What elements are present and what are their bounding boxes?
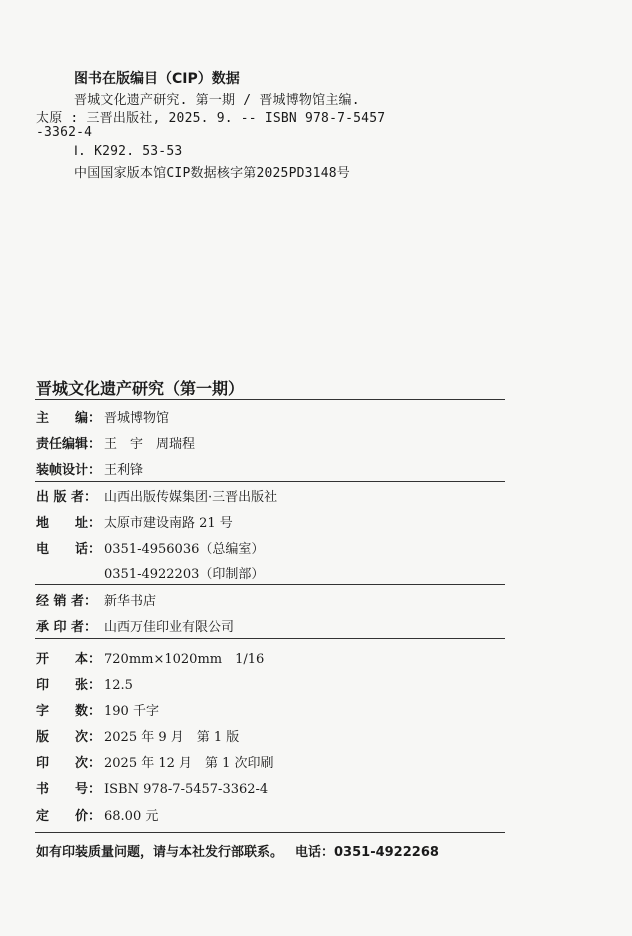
field-value: ISBN 978-7-5457-3362-4	[104, 782, 269, 797]
field-label: 印 次：	[36, 756, 102, 771]
field-label: 经 销 者：	[36, 594, 98, 609]
field-label: 版 次：	[36, 730, 102, 745]
field-value: 山西出版传媒集团·三晋出版社	[104, 490, 278, 505]
field-label: 地 址：	[36, 516, 102, 531]
divider	[35, 399, 505, 400]
cip-title: 图书在版编目（CIP）数据	[74, 71, 240, 87]
field-value: 68.00 元	[104, 809, 159, 824]
cip-line-1: 晋城文化遗产研究. 第一期 / 晋城博物馆主编.	[74, 93, 360, 108]
editor-row	[36, 433, 195, 453]
field-value: 新华书店	[104, 594, 157, 609]
book-title: 晋城文化遗产研究（第一期）	[36, 379, 245, 398]
field-label: 出 版 者：	[36, 490, 98, 505]
field-label: 开 本：	[36, 652, 102, 667]
spec-row	[36, 700, 159, 720]
field-label: 电 话：	[36, 542, 102, 557]
divider	[35, 584, 505, 585]
field-label: 责任编辑：	[36, 437, 102, 452]
field-value: 12.5	[104, 678, 133, 693]
spec-row	[36, 778, 268, 798]
field-value: 太原市建设南路 21 号	[104, 516, 233, 531]
divider	[35, 481, 505, 482]
publisher-row	[36, 538, 264, 558]
field-label: 定 价：	[36, 809, 102, 824]
editor-row	[36, 407, 169, 427]
field-value: 2025 年 12 月 第 1 次印刷	[104, 756, 274, 771]
spec-row	[36, 805, 158, 825]
publisher-row	[36, 486, 277, 506]
field-label: 书 号：	[36, 782, 102, 797]
footer-phone: 电话：0351-4922268	[295, 845, 439, 860]
field-label: 主 编：	[36, 411, 102, 426]
publisher-row	[36, 512, 233, 532]
field-value: 0351-4922203（印制部）	[104, 567, 265, 582]
cip-line-5: 中国国家版本馆CIP数据核字第2025PD3148号	[74, 166, 350, 181]
editor-row	[36, 459, 143, 479]
spec-row	[36, 726, 239, 746]
spec-row	[36, 674, 133, 694]
distribution-row	[36, 590, 156, 610]
field-value: 王利锋	[104, 463, 144, 478]
spec-row	[36, 648, 264, 668]
footer-notice	[36, 841, 439, 860]
cip-line-4: Ⅰ. K292. 53-53	[74, 144, 183, 159]
divider	[35, 638, 505, 639]
cip-line-3: -3362-4	[36, 125, 93, 140]
spec-row	[36, 752, 274, 772]
cip-line-2: 太原 : 三晋出版社, 2025. 9. -- ISBN 978-7-5457	[36, 111, 386, 126]
field-label: 装帧设计：	[36, 463, 102, 478]
field-value: 山西万佳印业有限公司	[104, 620, 235, 635]
field-value: 0351-4956036（总编室）	[104, 542, 265, 557]
footer-note: 如有印装质量问题，请与本社发行部联系。	[36, 845, 284, 860]
publisher-row	[36, 563, 264, 583]
field-value: 190 千字	[104, 704, 159, 719]
field-label: 字 数：	[36, 704, 102, 719]
field-value: 720mm×1020mm 1/16	[104, 652, 265, 667]
field-label: 印 张：	[36, 678, 102, 693]
field-label: 承 印 者：	[36, 620, 98, 635]
distribution-row	[36, 616, 234, 636]
divider	[35, 832, 505, 833]
field-value: 2025 年 9 月 第 1 版	[104, 730, 240, 745]
field-value: 王 宇 周瑞程	[104, 437, 196, 452]
field-value: 晋城博物馆	[104, 411, 170, 426]
